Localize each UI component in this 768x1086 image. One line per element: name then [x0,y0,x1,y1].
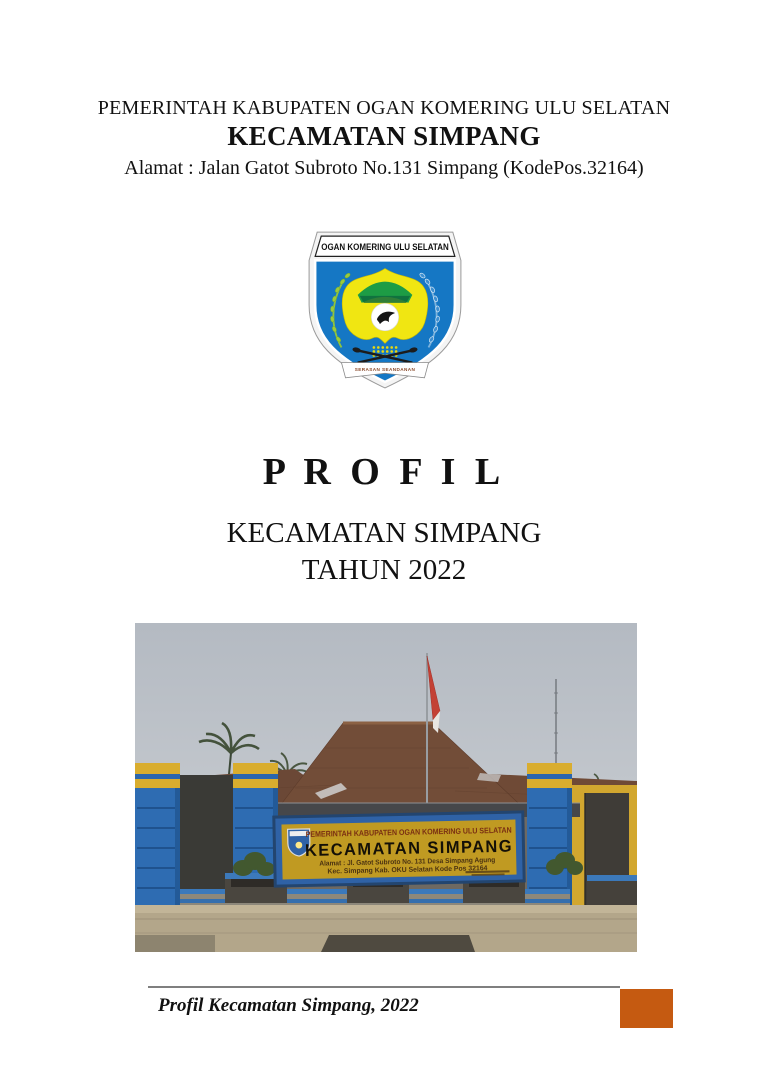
document-subtitle: KECAMATAN SIMPANG [226,517,542,549]
footer-accent-block [620,989,673,1028]
regency-coat-of-arms [301,230,469,390]
walkway-shadow [321,935,475,952]
emblem-mountain-shadow [360,296,411,303]
coat-of-arms-graphic [301,230,469,390]
gate-pillar-right [527,763,572,909]
gate-pillar-left [135,763,180,909]
sign-line1: PEMERINTAH KABUPATEN OGAN KOMERING ULU SELATAN [305,825,540,839]
sign-line2: KECAMATAN SIMPANG [304,836,521,860]
letterhead [0,96,768,182]
sign-line4: Kec. Simpang Kab. OKU Selatan Kode Pos 32164 [327,865,491,876]
letterhead-district-line: KECAMATAN SIMPANG [227,121,541,151]
ground [135,905,637,952]
logo-banner-text: OGAN KOMERING ULU SELATAN [321,241,449,252]
footer-text: Profil Kecamatan Simpang, 2022 [158,995,419,1016]
document-title: P R O F I L [262,451,506,493]
letterhead-government-line: PEMERINTAH KABUPATEN OGAN KOMERING ULU SELATAN [97,97,671,119]
cover-photo-graphic [135,623,637,952]
motto-text: SERASAN SEANDANAN [354,367,416,373]
cover-photo [135,623,637,952]
title-block [0,450,768,589]
office-sign [272,810,540,887]
letterhead-address-line: Alamat : Jalan Gatot Subroto No.131 Simpang (KodePos.32164) [124,157,644,179]
sign-line3: Alamat : Jl. Gatot Subroto No. 131 Desa Simpang Agung [319,856,507,868]
footer-rule [148,986,620,988]
document-year: TAHUN 2022 [301,554,467,586]
